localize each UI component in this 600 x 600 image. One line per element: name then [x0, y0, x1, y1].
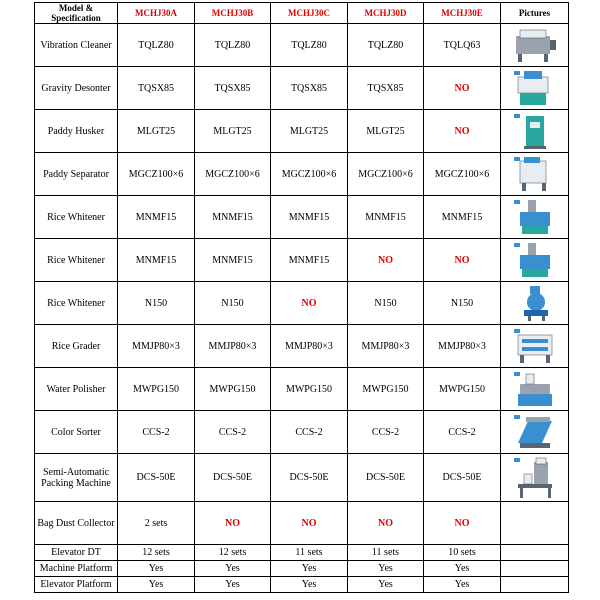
table-row [35, 325, 569, 368]
row-label: Elevator DT [35, 545, 118, 561]
spec-cell: MNMF15 [118, 196, 195, 239]
spec-cell: 10 sets [424, 545, 501, 561]
spec-cell: MGCZ100×6 [348, 153, 424, 196]
spec-cell: TQLQ63 [424, 24, 501, 67]
row-label: Paddy Separator [35, 153, 118, 196]
picture-cell [501, 454, 569, 502]
spec-cell: MNMF15 [271, 239, 348, 282]
header-model-spec: Model & Specification [35, 3, 118, 24]
spec-cell: MLGT25 [118, 110, 195, 153]
spec-cell: MGCZ100×6 [118, 153, 195, 196]
specification-table [34, 2, 569, 593]
spec-cell: TQSX85 [118, 67, 195, 110]
spec-cell: CCS-2 [424, 411, 501, 454]
spec-cell: Yes [118, 577, 195, 593]
spec-cell: DCS-50E [195, 454, 271, 502]
picture-cell [501, 24, 569, 67]
spec-cell: NO [271, 282, 348, 325]
spec-cell: MLGT25 [348, 110, 424, 153]
picture-cell [501, 368, 569, 411]
paddy-husker-machine-icon [503, 112, 566, 150]
packing-machine-icon [503, 456, 566, 500]
header-row [35, 3, 569, 24]
spec-cell: MWPG150 [195, 368, 271, 411]
spec-cell: MWPG150 [271, 368, 348, 411]
spec-cell: MGCZ100×6 [424, 153, 501, 196]
spec-cell: NO [424, 239, 501, 282]
spec-cell: NO [271, 502, 348, 545]
spec-cell: MMJP80×3 [348, 325, 424, 368]
spec-cell: TQLZ80 [195, 24, 271, 67]
spec-cell: DCS-50E [271, 454, 348, 502]
table-row [35, 67, 569, 110]
table-row [35, 196, 569, 239]
spec-cell: MNMF15 [118, 239, 195, 282]
picture-cell [501, 67, 569, 110]
spec-cell: TQLZ80 [118, 24, 195, 67]
table-row [35, 368, 569, 411]
spec-cell: DCS-50E [348, 454, 424, 502]
spec-cell: N150 [424, 282, 501, 325]
row-label: Color Sorter [35, 411, 118, 454]
spec-cell: NO [424, 67, 501, 110]
spec-cell: CCS-2 [348, 411, 424, 454]
table-row [35, 24, 569, 67]
row-label: Rice Grader [35, 325, 118, 368]
spec-cell: Yes [118, 561, 195, 577]
header-model-e: MCHJ30E [424, 3, 501, 24]
spec-cell: MMJP80×3 [118, 325, 195, 368]
spec-cell: NO [424, 502, 501, 545]
picture-cell [501, 545, 569, 561]
picture-cell [501, 239, 569, 282]
picture-cell [501, 325, 569, 368]
table-row [35, 153, 569, 196]
spec-cell: N150 [195, 282, 271, 325]
spec-cell: Yes [348, 577, 424, 593]
spec-cell: TQSX85 [271, 67, 348, 110]
spec-cell: N150 [118, 282, 195, 325]
spec-cell: TQSX85 [195, 67, 271, 110]
spec-cell: TQLZ80 [348, 24, 424, 67]
spec-cell: MMJP80×3 [424, 325, 501, 368]
spec-cell: Yes [195, 561, 271, 577]
spec-cell: Yes [348, 561, 424, 577]
header-pictures: Pictures [501, 3, 569, 24]
table-row [35, 454, 569, 502]
spec-cell: Yes [195, 577, 271, 593]
table-row [35, 239, 569, 282]
spec-cell: MNMF15 [195, 196, 271, 239]
spec-cell: NO [348, 502, 424, 545]
picture-cell [501, 411, 569, 454]
header-model-d: MCHJ30D [348, 3, 424, 24]
spec-cell: MNMF15 [271, 196, 348, 239]
rice-grader-machine-icon [503, 327, 566, 365]
spec-cell: NO [348, 239, 424, 282]
spec-cell: MNMF15 [195, 239, 271, 282]
spec-cell: MLGT25 [195, 110, 271, 153]
row-label: Bag Dust Collector [35, 502, 118, 545]
spec-cell: DCS-50E [424, 454, 501, 502]
vibration-cleaner-machine-icon [503, 26, 566, 64]
spec-cell: Yes [271, 561, 348, 577]
table-row [35, 545, 569, 561]
spec-cell: MMJP80×3 [271, 325, 348, 368]
row-label: Paddy Husker [35, 110, 118, 153]
picture-cell [501, 577, 569, 593]
paddy-separator-machine-icon [503, 155, 566, 193]
row-label: Rice Whitener [35, 196, 118, 239]
table-row [35, 502, 569, 545]
row-label: Rice Whitener [35, 282, 118, 325]
row-label: Elevator Platform [35, 577, 118, 593]
spec-cell: NO [195, 502, 271, 545]
header-model-c: MCHJ30C [271, 3, 348, 24]
spec-cell: TQSX85 [348, 67, 424, 110]
water-polisher-machine-icon [503, 370, 566, 408]
spec-cell: MNMF15 [348, 196, 424, 239]
header-model-a: MCHJ30A [118, 3, 195, 24]
spec-cell: MWPG150 [118, 368, 195, 411]
spec-cell: MWPG150 [424, 368, 501, 411]
row-label: Machine Platform [35, 561, 118, 577]
picture-cell [501, 282, 569, 325]
row-label: Vibration Cleaner [35, 24, 118, 67]
table-row [35, 561, 569, 577]
spec-cell: N150 [348, 282, 424, 325]
color-sorter-machine-icon [503, 413, 566, 451]
spec-cell: TQLZ80 [271, 24, 348, 67]
header-model-b: MCHJ30B [195, 3, 271, 24]
rice-whitener-machine-icon [503, 241, 566, 279]
row-label: Gravity Desonter [35, 67, 118, 110]
spec-cell: Yes [424, 561, 501, 577]
spec-cell: 12 sets [118, 545, 195, 561]
picture-cell [501, 196, 569, 239]
spec-cell: Yes [271, 577, 348, 593]
spec-cell: MGCZ100×6 [271, 153, 348, 196]
rice-whitener-machine-icon [503, 198, 566, 236]
row-label: Water Polisher [35, 368, 118, 411]
gravity-destoner-machine-icon [503, 69, 566, 107]
spec-cell: NO [424, 110, 501, 153]
row-label: Rice Whitener [35, 239, 118, 282]
spec-cell: MGCZ100×6 [195, 153, 271, 196]
spec-cell: 12 sets [195, 545, 271, 561]
table-row [35, 577, 569, 593]
table-row [35, 110, 569, 153]
spec-cell: MWPG150 [348, 368, 424, 411]
spec-cell: 11 sets [348, 545, 424, 561]
table-row [35, 411, 569, 454]
spec-cell: MNMF15 [424, 196, 501, 239]
picture-cell [501, 153, 569, 196]
picture-cell [501, 502, 569, 545]
row-label: Semi-Automatic Packing Machine [35, 454, 118, 502]
spec-cell: 11 sets [271, 545, 348, 561]
spec-cell: MMJP80×3 [195, 325, 271, 368]
spec-cell: CCS-2 [271, 411, 348, 454]
spec-cell: 2 sets [118, 502, 195, 545]
spec-cell: Yes [424, 577, 501, 593]
spec-cell: DCS-50E [118, 454, 195, 502]
spec-cell: CCS-2 [195, 411, 271, 454]
table-row [35, 282, 569, 325]
picture-cell [501, 561, 569, 577]
rice-whitener-blue-machine-icon [503, 284, 566, 322]
picture-cell [501, 110, 569, 153]
spec-cell: CCS-2 [118, 411, 195, 454]
spec-cell: MLGT25 [271, 110, 348, 153]
